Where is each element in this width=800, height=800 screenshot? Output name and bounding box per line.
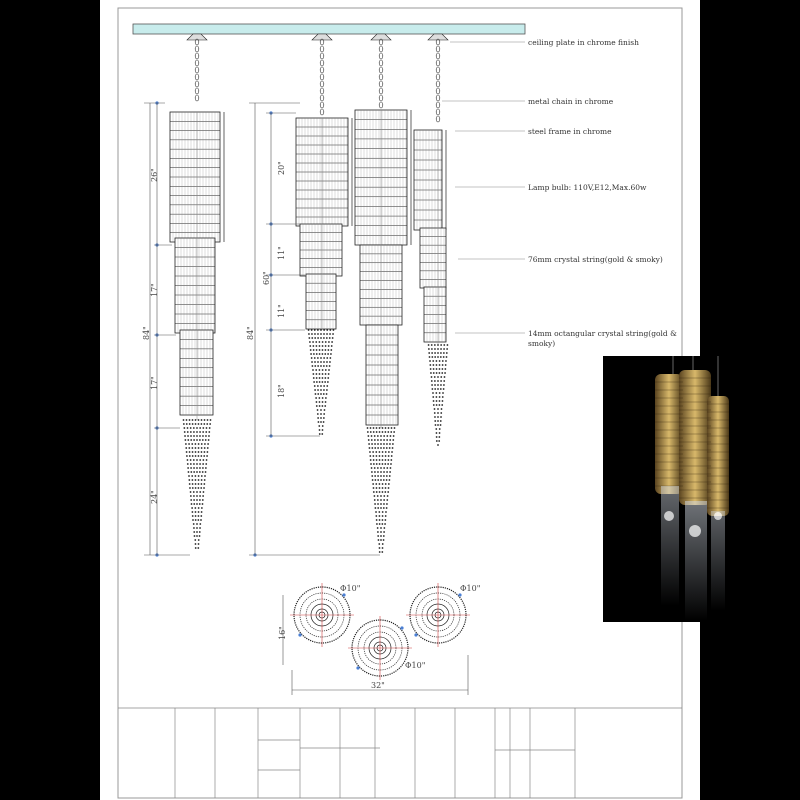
dim-left-s3: 17"	[150, 376, 159, 390]
dim-diameter-3: Φ10"	[405, 661, 426, 670]
pendant-1	[170, 34, 224, 549]
callout-frame: steel frame in chrome	[528, 127, 612, 136]
plan-circle-3	[348, 616, 412, 680]
dim-width: 32"	[371, 681, 385, 690]
callout-bulb: Lamp bulb: 110V,E12,Max.60w	[528, 183, 647, 192]
callout-crystal-14-line2: smoky)	[528, 339, 556, 348]
dim-mid-s1: 20"	[277, 161, 286, 175]
dim-left-s4: 24"	[150, 490, 159, 504]
dim-mid-s3: 11"	[277, 304, 286, 318]
dim-mid-s4: 18"	[277, 384, 286, 398]
callout-crystal-76: 76mm crystal string(gold & smoky)	[528, 255, 663, 264]
dim-mid-60: 60"	[262, 271, 271, 285]
pendant-4	[414, 34, 448, 446]
callout-chain: metal chain in chrome	[528, 97, 614, 106]
callout-ceiling-plate: ceiling plate in chrome finish	[528, 38, 639, 47]
dim-diameter-1: Φ10"	[340, 584, 361, 593]
dim-left-total: 84"	[142, 326, 151, 340]
product-photo-illustration	[603, 356, 777, 622]
pendants-elevation	[155, 34, 448, 557]
pendant-2	[296, 34, 352, 435]
dim-left-s1: 26"	[150, 168, 159, 182]
product-photo	[603, 356, 777, 622]
plan-dimensions	[283, 595, 468, 695]
dim-mid-total: 84"	[246, 326, 255, 340]
ceiling-bar	[133, 24, 525, 34]
title-block	[118, 708, 682, 798]
pendant-3	[355, 34, 411, 553]
callout-leaders	[442, 42, 525, 333]
dim-left-s2: 17"	[150, 283, 159, 297]
dim-depth: 16"	[278, 626, 287, 640]
callout-crystal-14-line1: 14mm octangular crystal string(gold &	[528, 329, 677, 338]
dim-diameter-2: Φ10"	[460, 584, 481, 593]
plan-view	[290, 583, 470, 680]
drawing-sheet	[100, 0, 700, 800]
dim-mid-s2: 11"	[277, 246, 286, 260]
